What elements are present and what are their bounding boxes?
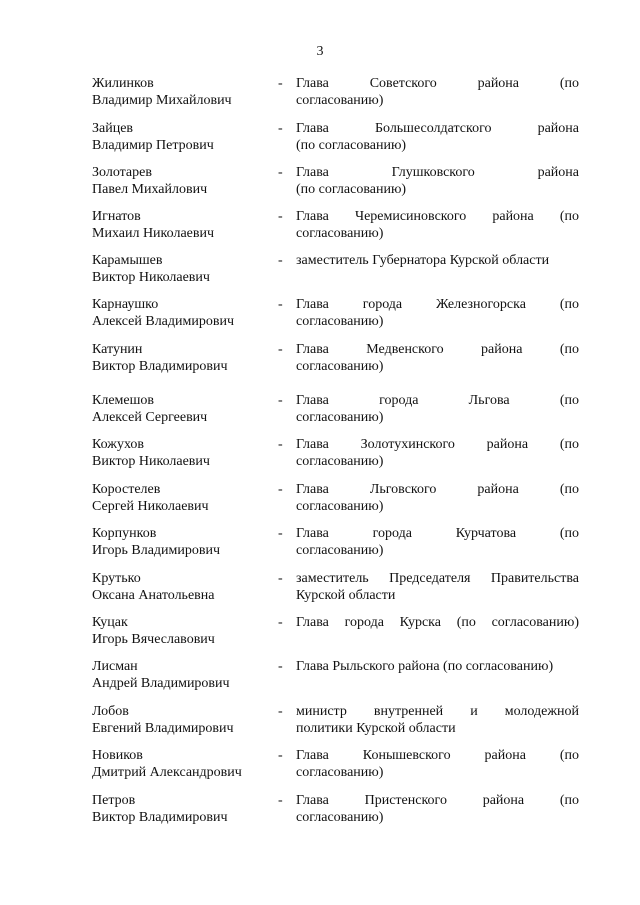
given-name: Сергей Николаевич [92, 499, 209, 514]
position-line-2: согласованию) [296, 810, 384, 825]
dash-separator: - [278, 526, 283, 541]
surname: Куцак [92, 615, 128, 630]
person-name [92, 75, 272, 109]
dash-separator: - [278, 659, 283, 674]
list-item [92, 481, 582, 521]
list-item [92, 120, 582, 160]
surname: Петров [92, 793, 136, 808]
person-name [92, 747, 272, 781]
position-line-2: (по согласованию) [296, 182, 407, 197]
position-line-1: Глава города Железногорска (по [296, 297, 579, 312]
dash-separator: - [278, 342, 283, 357]
person-name [92, 792, 272, 826]
position-title [296, 120, 579, 154]
given-name: Виктор Владимирович [92, 359, 228, 374]
page-number: 3 [316, 44, 324, 59]
list-item [92, 658, 582, 698]
given-name: Виктор Николаевич [92, 270, 210, 285]
person-name [92, 570, 272, 604]
dash-separator: - [278, 704, 283, 719]
list-item [92, 296, 582, 336]
position-line-1: Глава Льговского района (по [296, 482, 579, 497]
position-title [296, 792, 579, 826]
given-name: Алексей Владимирович [92, 314, 235, 329]
surname: Лисман [92, 659, 138, 674]
dash-separator: - [278, 165, 283, 180]
dash-separator: - [278, 76, 283, 91]
dash-separator: - [278, 437, 283, 452]
dash-separator: - [278, 393, 283, 408]
position-line-2: согласованию) [296, 454, 384, 469]
position-title [296, 296, 579, 330]
person-name [92, 208, 272, 242]
surname: Карнаушко [92, 297, 159, 312]
person-name [92, 392, 272, 426]
surname: Жилинков [92, 76, 154, 91]
surname: Зайцев [92, 121, 134, 136]
list-item [92, 525, 582, 565]
list-item [92, 164, 582, 204]
position-line-1: Глава Глушковского района [296, 165, 579, 180]
dash-separator: - [278, 209, 283, 224]
position-title [296, 614, 579, 631]
position-title [296, 747, 579, 781]
position-line-2: согласованию) [296, 359, 384, 374]
given-name: Павел Михайлович [92, 182, 208, 197]
surname: Крутько [92, 571, 141, 586]
position-title [296, 75, 579, 109]
given-name: Игорь Вячеславович [92, 632, 215, 647]
position-line-1: Глава города Льгова (по [296, 393, 579, 408]
position-line-1: заместитель Председателя Правительства [296, 571, 579, 586]
position-line-1: Глава города Курска (по согласованию) [296, 615, 579, 630]
dash-separator: - [278, 482, 283, 497]
position-line-1: заместитель Губернатора Курской области [296, 253, 550, 268]
position-title [296, 481, 579, 515]
position-line-2: согласованию) [296, 499, 384, 514]
list-item [92, 341, 582, 381]
position-line-2: согласованию) [296, 93, 384, 108]
surname: Кожухов [92, 437, 145, 452]
surname: Коростелев [92, 482, 161, 497]
position-line-1: Глава города Курчатова (по [296, 526, 579, 541]
surname: Катунин [92, 342, 143, 357]
position-line-1: Глава Большесолдатского района [296, 121, 579, 136]
position-line-2: политики Курской области [296, 721, 456, 736]
dash-separator: - [278, 297, 283, 312]
position-title [296, 703, 579, 737]
given-name: Владимир Петрович [92, 138, 214, 153]
surname: Игнатов [92, 209, 141, 224]
person-name [92, 296, 272, 330]
given-name: Андрей Владимирович [92, 676, 230, 691]
list-item [92, 208, 582, 248]
position-line-1: Глава Черемисиновского района (по [296, 209, 579, 224]
person-name [92, 703, 272, 737]
person-name [92, 120, 272, 154]
list-item [92, 792, 582, 832]
surname: Лобов [92, 704, 129, 719]
position-title [296, 436, 579, 470]
position-title [296, 208, 579, 242]
person-name [92, 341, 272, 375]
position-line-1: Глава Конышевского района (по [296, 748, 579, 763]
list-item [92, 252, 582, 292]
person-name [92, 614, 272, 648]
given-name: Оксана Анатольевна [92, 588, 215, 603]
dash-separator: - [278, 121, 283, 136]
position-line-1: Глава Советского района (по [296, 76, 579, 91]
list-item [92, 703, 582, 743]
position-line-1: Глава Рыльского района (по согласованию) [296, 659, 554, 674]
position-line-2: согласованию) [296, 543, 384, 558]
person-name [92, 658, 272, 692]
position-line-2: согласованию) [296, 765, 384, 780]
position-line-2: согласованию) [296, 226, 384, 241]
dash-separator: - [278, 253, 283, 268]
position-line-2: согласованию) [296, 410, 384, 425]
list-item [92, 747, 582, 787]
surname: Золотарев [92, 165, 152, 180]
position-title [296, 525, 579, 559]
surname: Корпунков [92, 526, 157, 541]
position-title [296, 658, 579, 675]
surname: Карамышев [92, 253, 163, 268]
given-name: Виктор Николаевич [92, 454, 210, 469]
person-name [92, 252, 272, 286]
person-name [92, 525, 272, 559]
person-name [92, 436, 272, 470]
position-title [296, 164, 579, 198]
position-line-1: Глава Пристенского района (по [296, 793, 579, 808]
given-name: Владимир Михайлович [92, 93, 232, 108]
list-item [92, 75, 582, 115]
given-name: Игорь Владимирович [92, 543, 221, 558]
position-line-2: согласованию) [296, 314, 384, 329]
position-title [296, 341, 579, 375]
given-name: Дмитрий Александрович [92, 765, 242, 780]
position-line-1: министр внутренней и молодежной [296, 704, 579, 719]
position-line-2: Курской области [296, 588, 396, 603]
list-item [92, 614, 582, 654]
surname: Клемешов [92, 393, 155, 408]
list-item [92, 392, 582, 432]
given-name: Евгений Владимирович [92, 721, 234, 736]
dash-separator: - [278, 793, 283, 808]
dash-separator: - [278, 571, 283, 586]
position-line-1: Глава Золотухинского района (по [296, 437, 579, 452]
dash-separator: - [278, 615, 283, 630]
list-item [92, 570, 582, 610]
given-name: Михаил Николаевич [92, 226, 215, 241]
position-line-1: Глава Медвенского района (по [296, 342, 579, 357]
dash-separator: - [278, 748, 283, 763]
person-name [92, 164, 272, 198]
person-name [92, 481, 272, 515]
surname: Новиков [92, 748, 143, 763]
position-title [296, 392, 579, 426]
position-title [296, 570, 579, 604]
position-title [296, 252, 579, 269]
position-line-2: (по согласованию) [296, 138, 407, 153]
given-name: Алексей Сергеевич [92, 410, 208, 425]
list-item [92, 436, 582, 476]
given-name: Виктор Владимирович [92, 810, 228, 825]
